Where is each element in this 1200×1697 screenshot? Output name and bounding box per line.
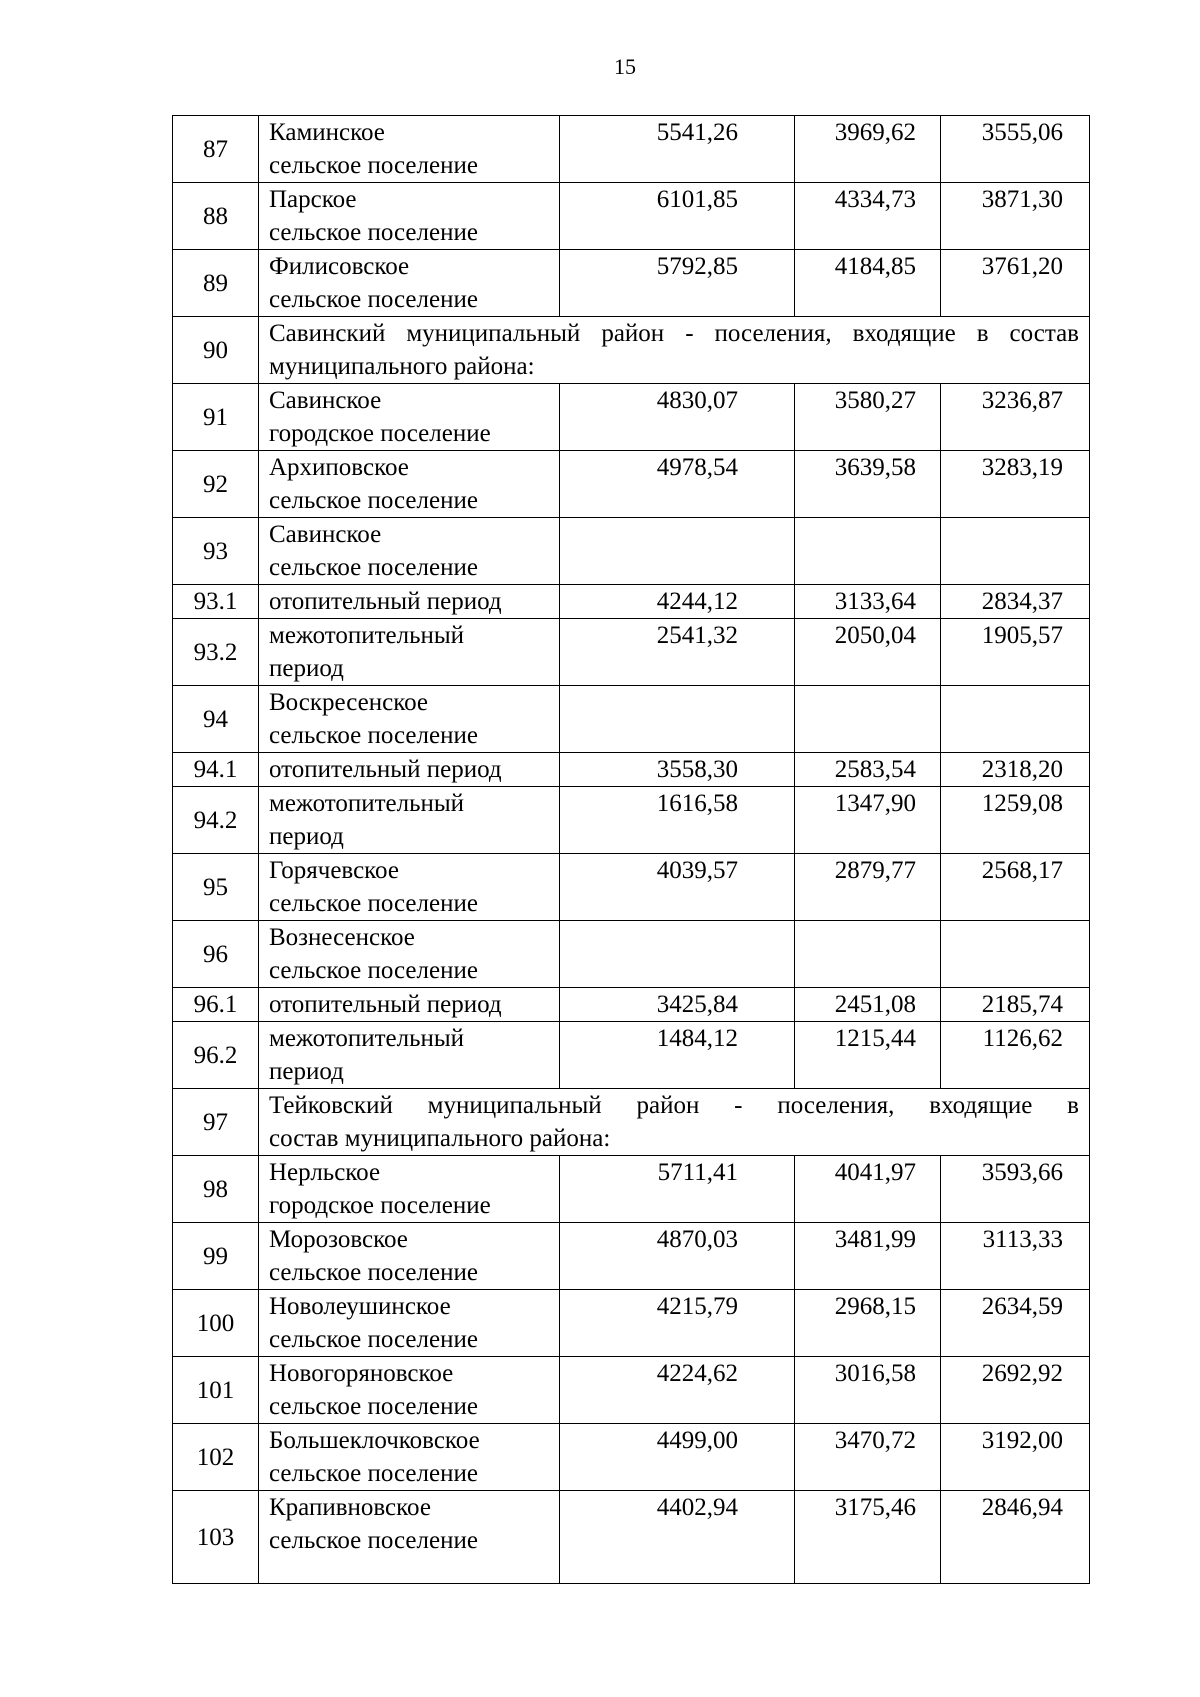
section-heading-line: Савинский муниципальный район - поселения, входящие в состав xyxy=(269,320,1079,347)
table-row xyxy=(173,1156,1090,1223)
value-cell-v3: 3192,00 xyxy=(941,1424,1090,1491)
settlement-name-line: сельское поселение xyxy=(269,554,478,581)
value-cell-v1: 4978,54 xyxy=(560,451,795,518)
value-cell-v3: 2692,92 xyxy=(941,1357,1090,1424)
table-row xyxy=(173,753,1090,787)
row-number: 100 xyxy=(173,1290,259,1357)
table-row xyxy=(173,921,1090,988)
table-row xyxy=(173,585,1090,619)
settlement-name-line: Морозовское xyxy=(269,1226,408,1253)
value-cell-v3: 2568,17 xyxy=(941,854,1090,921)
section-heading xyxy=(259,317,1090,384)
settlement-name-line: сельское поселение xyxy=(269,286,478,313)
row-number: 90 xyxy=(173,317,259,384)
settlement-name-line: Архиповское xyxy=(269,454,409,481)
value-cell-v1: 2541,32 xyxy=(560,619,795,686)
tariff-table-body xyxy=(173,116,1090,1584)
table-row xyxy=(173,1424,1090,1491)
settlement-name-line: Савинское xyxy=(269,387,382,414)
row-number: 89 xyxy=(173,250,259,317)
value-cell-v3: 3593,66 xyxy=(941,1156,1090,1223)
row-number: 88 xyxy=(173,183,259,250)
settlement-name-line: Большеклочковское xyxy=(269,1427,480,1454)
value-cell-v2 xyxy=(795,921,941,988)
value-cell-v3: 2185,74 xyxy=(941,988,1090,1022)
settlement-name xyxy=(259,921,560,988)
value-cell-v1: 5792,85 xyxy=(560,250,795,317)
table-row xyxy=(173,116,1090,183)
settlement-name-line: сельское поселение xyxy=(269,1326,478,1353)
row-number: 103 xyxy=(173,1491,259,1584)
value-cell-v1 xyxy=(560,686,795,753)
value-cell-v2: 2050,04 xyxy=(795,619,941,686)
row-number: 91 xyxy=(173,384,259,451)
settlement-name xyxy=(259,1357,560,1424)
value-cell-v3: 2634,59 xyxy=(941,1290,1090,1357)
value-cell-v3: 3283,19 xyxy=(941,451,1090,518)
settlement-name xyxy=(259,1022,560,1089)
value-cell-v2: 1347,90 xyxy=(795,787,941,854)
settlement-name xyxy=(259,384,560,451)
settlement-name xyxy=(259,585,560,619)
settlement-name xyxy=(259,183,560,250)
value-cell-v3: 3113,33 xyxy=(941,1223,1090,1290)
value-cell-v1: 4039,57 xyxy=(560,854,795,921)
row-number: 97 xyxy=(173,1089,259,1156)
value-cell-v2: 2451,08 xyxy=(795,988,941,1022)
value-cell-v2: 3580,27 xyxy=(795,384,941,451)
table-row xyxy=(173,854,1090,921)
settlement-name xyxy=(259,1290,560,1357)
value-cell-v2: 3133,64 xyxy=(795,585,941,619)
value-cell-v2: 3175,46 xyxy=(795,1491,941,1584)
table-row xyxy=(173,787,1090,854)
value-cell-v1 xyxy=(560,921,795,988)
value-cell-v2: 4041,97 xyxy=(795,1156,941,1223)
value-cell-v3: 3761,20 xyxy=(941,250,1090,317)
value-cell-v1: 4402,94 xyxy=(560,1491,795,1584)
row-number: 94.1 xyxy=(173,753,259,787)
page-number: 15 xyxy=(614,54,636,79)
settlement-name-line: Нерльское xyxy=(269,1159,381,1186)
value-cell-v2: 3470,72 xyxy=(795,1424,941,1491)
settlement-name-line: сельское поселение xyxy=(269,1393,478,1420)
value-cell-v3: 1905,57 xyxy=(941,619,1090,686)
settlement-name-line: период xyxy=(269,655,344,682)
settlement-name-line: Новогоряновское xyxy=(269,1360,454,1387)
value-cell-v2: 1215,44 xyxy=(795,1022,941,1089)
value-cell-v2 xyxy=(795,518,941,585)
settlement-name-line: сельское поселение xyxy=(269,1460,478,1487)
row-number: 98 xyxy=(173,1156,259,1223)
settlement-name-line: городское поселение xyxy=(269,420,491,447)
settlement-name xyxy=(259,1491,560,1584)
settlement-name-line: Савинское xyxy=(269,521,382,548)
settlement-name-line: сельское поселение xyxy=(269,957,478,984)
value-cell-v2: 3969,62 xyxy=(795,116,941,183)
settlement-name-line: Новолеушинское xyxy=(269,1293,451,1320)
row-number: 96 xyxy=(173,921,259,988)
settlement-name xyxy=(259,451,560,518)
row-number: 96.1 xyxy=(173,988,259,1022)
value-cell-v1: 4244,12 xyxy=(560,585,795,619)
row-number: 99 xyxy=(173,1223,259,1290)
value-cell-v1: 5711,41 xyxy=(560,1156,795,1223)
value-cell-v3: 3236,87 xyxy=(941,384,1090,451)
value-cell-v2: 3016,58 xyxy=(795,1357,941,1424)
settlement-name xyxy=(259,753,560,787)
row-number: 101 xyxy=(173,1357,259,1424)
value-cell-v3: 3555,06 xyxy=(941,116,1090,183)
row-number: 102 xyxy=(173,1424,259,1491)
settlement-name xyxy=(259,1223,560,1290)
settlement-name-line: межотопительный xyxy=(269,1025,465,1052)
settlement-name-line: отопительный период xyxy=(269,588,502,615)
settlement-name xyxy=(259,787,560,854)
settlement-name-line: межотопительный xyxy=(269,790,465,817)
value-cell-v1: 1616,58 xyxy=(560,787,795,854)
value-cell-v1: 4870,03 xyxy=(560,1223,795,1290)
settlement-name-line: отопительный период xyxy=(269,991,502,1018)
value-cell-v3: 2318,20 xyxy=(941,753,1090,787)
settlement-name-line: сельское поселение xyxy=(269,1259,478,1286)
value-cell-v2: 3639,58 xyxy=(795,451,941,518)
row-number: 96.2 xyxy=(173,1022,259,1089)
settlement-name xyxy=(259,686,560,753)
value-cell-v2: 4334,73 xyxy=(795,183,941,250)
table-row xyxy=(173,451,1090,518)
table-row xyxy=(173,1022,1090,1089)
section-heading-line: муниципального района: xyxy=(269,353,535,380)
value-cell-v2 xyxy=(795,686,941,753)
settlement-name-line: Каминское xyxy=(269,119,385,146)
table-row xyxy=(173,518,1090,585)
settlement-name-line: городское поселение xyxy=(269,1192,491,1219)
table-row xyxy=(173,183,1090,250)
value-cell-v3 xyxy=(941,686,1090,753)
value-cell-v1: 4830,07 xyxy=(560,384,795,451)
settlement-name-line: период xyxy=(269,823,344,850)
value-cell-v2: 2583,54 xyxy=(795,753,941,787)
settlement-name-line: сельское поселение xyxy=(269,890,478,917)
settlement-name-line: Вознесенское xyxy=(269,924,415,951)
value-cell-v2: 4184,85 xyxy=(795,250,941,317)
settlement-name-line: Горячевское xyxy=(269,857,399,884)
table-row xyxy=(173,1357,1090,1424)
settlement-name-line: Крапивновское xyxy=(269,1494,431,1521)
value-cell-v1: 4224,62 xyxy=(560,1357,795,1424)
value-cell-v3: 1126,62 xyxy=(941,1022,1090,1089)
section-row xyxy=(173,1089,1090,1156)
settlement-name-line: сельское поселение xyxy=(269,219,478,246)
row-number: 94.2 xyxy=(173,787,259,854)
settlement-name-line: Парское xyxy=(269,186,357,213)
settlement-name-line: сельское поселение xyxy=(269,487,478,514)
table-row xyxy=(173,250,1090,317)
value-cell-v1: 4215,79 xyxy=(560,1290,795,1357)
tariff-table xyxy=(172,115,1090,1584)
row-number: 94 xyxy=(173,686,259,753)
value-cell-v1: 3425,84 xyxy=(560,988,795,1022)
row-number: 92 xyxy=(173,451,259,518)
value-cell-v1: 1484,12 xyxy=(560,1022,795,1089)
row-number: 93 xyxy=(173,518,259,585)
value-cell-v2: 2879,77 xyxy=(795,854,941,921)
table-row xyxy=(173,384,1090,451)
row-number: 95 xyxy=(173,854,259,921)
table-row xyxy=(173,988,1090,1022)
table-row xyxy=(173,1491,1090,1584)
settlement-name-line: отопительный период xyxy=(269,756,502,783)
value-cell-v3 xyxy=(941,921,1090,988)
row-number: 93.2 xyxy=(173,619,259,686)
settlement-name xyxy=(259,1424,560,1491)
settlement-name xyxy=(259,854,560,921)
value-cell-v2: 3481,99 xyxy=(795,1223,941,1290)
value-cell-v2: 2968,15 xyxy=(795,1290,941,1357)
section-heading-line: состав муниципального района: xyxy=(269,1125,611,1152)
value-cell-v3 xyxy=(941,518,1090,585)
settlement-name xyxy=(259,988,560,1022)
settlement-name xyxy=(259,518,560,585)
table-row xyxy=(173,686,1090,753)
value-cell-v1: 6101,85 xyxy=(560,183,795,250)
value-cell-v1: 3558,30 xyxy=(560,753,795,787)
table-row xyxy=(173,1223,1090,1290)
row-number: 93.1 xyxy=(173,585,259,619)
value-cell-v3: 2834,37 xyxy=(941,585,1090,619)
settlement-name-line: Воскресенское xyxy=(269,689,429,716)
settlement-name-line: сельское поселение xyxy=(269,1527,478,1554)
settlement-name-line: период xyxy=(269,1058,344,1085)
settlement-name xyxy=(259,250,560,317)
settlement-name xyxy=(259,619,560,686)
value-cell-v3: 2846,94 xyxy=(941,1491,1090,1584)
value-cell-v3: 3871,30 xyxy=(941,183,1090,250)
settlement-name-line: Филисовское xyxy=(269,253,410,280)
value-cell-v1 xyxy=(560,518,795,585)
settlement-name xyxy=(259,1156,560,1223)
section-heading xyxy=(259,1089,1090,1156)
section-heading-line: Тейковский муниципальный район - поселения, входящие в xyxy=(269,1092,1079,1119)
table-row xyxy=(173,619,1090,686)
settlement-name-line: сельское поселение xyxy=(269,722,478,749)
value-cell-v1: 5541,26 xyxy=(560,116,795,183)
value-cell-v1: 4499,00 xyxy=(560,1424,795,1491)
section-row xyxy=(173,317,1090,384)
settlement-name-line: межотопительный xyxy=(269,622,465,649)
settlement-name-line: сельское поселение xyxy=(269,152,478,179)
settlement-name xyxy=(259,116,560,183)
value-cell-v3: 1259,08 xyxy=(941,787,1090,854)
table-row xyxy=(173,1290,1090,1357)
row-number: 87 xyxy=(173,116,259,183)
